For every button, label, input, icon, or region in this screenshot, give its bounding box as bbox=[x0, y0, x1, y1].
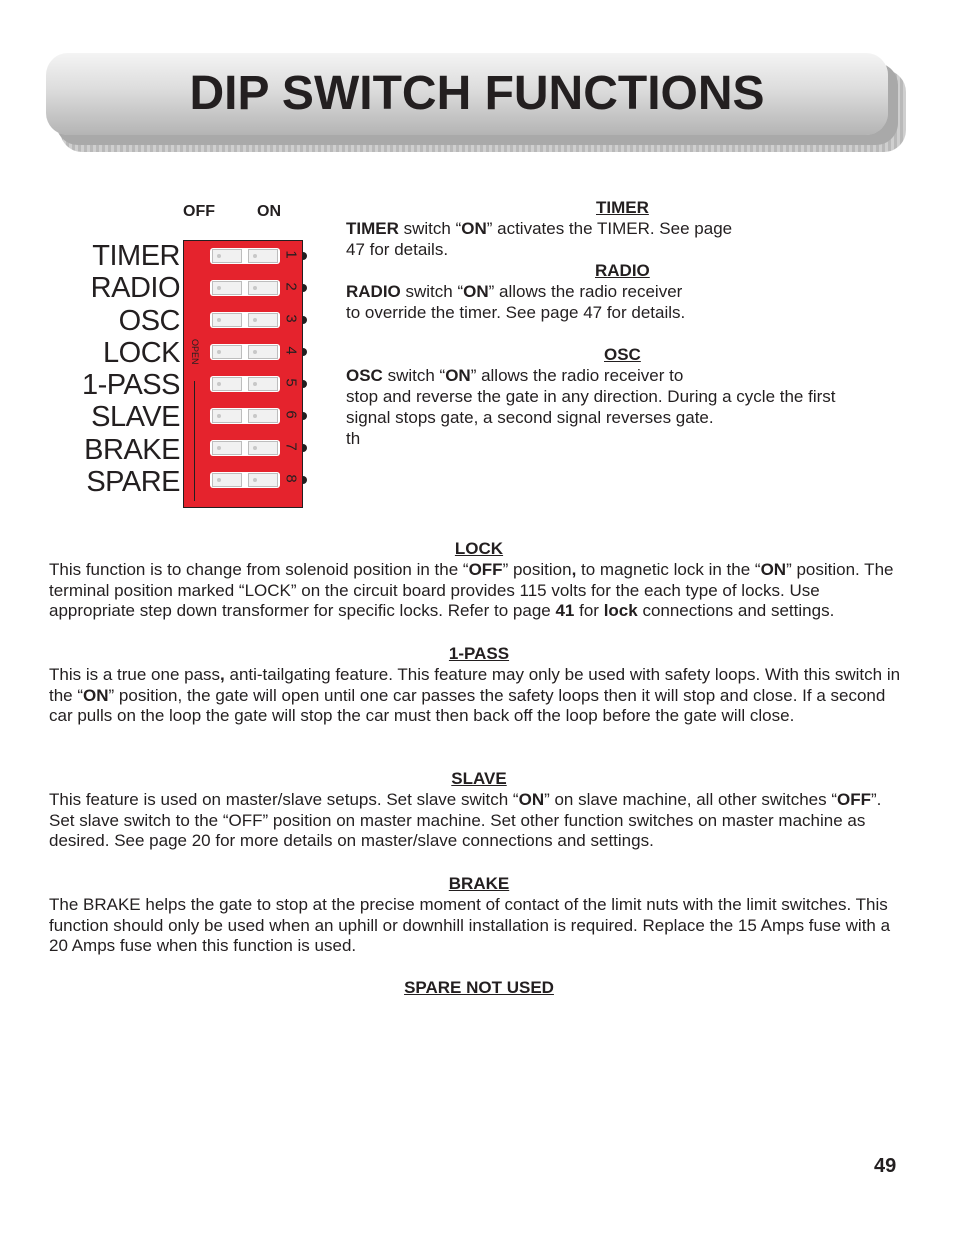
switch-knob bbox=[212, 377, 242, 391]
timer-text-part: switch “ bbox=[398, 219, 462, 238]
switch-number-4: 4 bbox=[282, 346, 300, 355]
timer-heading: TIMER bbox=[596, 198, 649, 217]
slave-text-part: This feature is used on master/slave setups. Set slave switch “ bbox=[49, 789, 519, 809]
radio-text bbox=[346, 281, 902, 302]
lock-text-part: for bbox=[574, 601, 604, 621]
switch-pin bbox=[302, 444, 307, 452]
slave-on: ON bbox=[518, 789, 545, 809]
one-pass-text-part: ” position, the gate will open until one car passes the safety loops then it will stop and close. If a second car pulls on the loop the gate will stop the car must then back off the loop before the gate will close. bbox=[49, 685, 886, 726]
slave-text bbox=[49, 790, 909, 852]
lock-comma: , bbox=[571, 559, 577, 579]
switch-label-lock: LOCK bbox=[103, 336, 180, 369]
radio-bold: RADIO bbox=[346, 282, 401, 301]
switch-knob bbox=[248, 249, 278, 263]
lock-word: lock bbox=[603, 601, 638, 621]
radio-heading: RADIO bbox=[595, 261, 650, 280]
one-pass-text-part: anti-tailgating feature. This feature may only be used with safety loops. With this switch in the “ bbox=[49, 664, 901, 705]
switch-knob bbox=[212, 409, 242, 423]
radio-text-part: switch “ bbox=[400, 282, 464, 301]
lock-text-part: ” position bbox=[502, 559, 572, 579]
switch-pin bbox=[302, 284, 307, 292]
open-indicator-line bbox=[194, 381, 195, 501]
dip-switch-4[interactable] bbox=[210, 344, 280, 360]
switch-pin bbox=[302, 252, 307, 260]
osc-text-part: switch “ bbox=[382, 366, 446, 385]
dip-switch-6[interactable] bbox=[210, 408, 280, 424]
one-pass-comma: , bbox=[220, 664, 225, 684]
switch-number-6: 6 bbox=[282, 410, 300, 419]
switch-pin bbox=[302, 316, 307, 324]
spare-heading: SPARE NOT USED bbox=[404, 978, 554, 997]
slave-off: OFF bbox=[837, 789, 871, 809]
switch-pin bbox=[302, 412, 307, 420]
page-title: DIP SWITCH FUNCTIONS bbox=[189, 67, 765, 120]
radio-section bbox=[346, 260, 902, 323]
switch-label-timer: TIMER bbox=[92, 240, 180, 272]
lock-text bbox=[49, 560, 909, 622]
radio-text-part: ” allows the radio receiver bbox=[488, 282, 683, 301]
off-column-label: OFF bbox=[183, 203, 215, 220]
lock-section bbox=[49, 539, 909, 622]
switch-number-5: 5 bbox=[282, 378, 300, 387]
osc-section bbox=[346, 344, 902, 449]
radio-on: ON bbox=[463, 282, 489, 301]
switch-number-3: 3 bbox=[282, 314, 300, 323]
open-label: OPEN bbox=[190, 339, 200, 365]
osc-bold: OSC bbox=[346, 366, 383, 385]
timer-bold: TIMER bbox=[346, 219, 399, 238]
brake-section bbox=[49, 874, 909, 957]
switch-knob bbox=[212, 313, 242, 327]
switch-knob bbox=[248, 281, 278, 295]
switch-label-1-pass: 1-PASS bbox=[81, 369, 180, 402]
spare-section bbox=[49, 978, 909, 999]
switch-label-osc: OSC bbox=[118, 304, 180, 337]
switch-label-spare: SPARE bbox=[86, 466, 180, 499]
dip-switch-8[interactable] bbox=[210, 472, 280, 488]
lock-on: ON bbox=[760, 559, 787, 579]
switch-knob bbox=[248, 377, 278, 391]
switch-knob bbox=[212, 249, 242, 263]
switch-label-brake: BRAKE bbox=[84, 433, 180, 466]
switch-knob bbox=[212, 345, 242, 359]
switch-number-2: 2 bbox=[282, 282, 300, 291]
lock-off: OFF bbox=[468, 559, 503, 579]
osc-text bbox=[346, 365, 902, 386]
one-pass-on: ON bbox=[83, 685, 109, 705]
page-number: 49 bbox=[874, 1155, 897, 1177]
osc-text-line4: th bbox=[346, 429, 361, 448]
lock-text-part: connections and settings. bbox=[637, 601, 835, 621]
switch-number-1: 1 bbox=[282, 250, 300, 259]
switch-label-slave: SLAVE bbox=[91, 401, 180, 434]
lock-page-ref: 41 bbox=[555, 601, 575, 621]
switch-number-8: 8 bbox=[282, 474, 300, 483]
timer-on: ON bbox=[461, 219, 487, 238]
dip-switch-5[interactable] bbox=[210, 376, 280, 392]
switch-knob bbox=[212, 473, 242, 487]
switch-number-7: 7 bbox=[282, 442, 300, 451]
timer-text-part: ” activates the TIMER. See page bbox=[486, 219, 733, 238]
one-pass-heading: 1-PASS bbox=[448, 644, 510, 663]
dip-switch-2[interactable] bbox=[210, 280, 280, 296]
dip-switch-7[interactable] bbox=[210, 440, 280, 456]
brake-heading: BRAKE bbox=[448, 874, 510, 893]
osc-text-part: ” allows the radio receiver to bbox=[470, 366, 684, 385]
brake-text: The BRAKE helps the gate to stop at the precise moment of contact of the limit nuts with the limit switches. This function should only be used when an uphill or downhill installation is required. Replace the 15 Amps fuse with a 20 Amps fuse when this function is used. bbox=[49, 894, 891, 956]
slave-heading: SLAVE bbox=[451, 769, 507, 788]
lock-text-part: ” position. The terminal position marked “LOCK” on the circuit board provides 115 volts for the each type of locks. Use appropriate step down transformer for specific locks. Refer to page bbox=[49, 559, 894, 621]
switch-knob bbox=[248, 441, 278, 455]
dip-switch-block bbox=[183, 240, 303, 508]
switch-pin bbox=[302, 380, 307, 388]
switch-pin bbox=[302, 348, 307, 356]
switch-pin bbox=[302, 476, 307, 484]
osc-text-line3: signal stops gate, a second signal reverses gate. bbox=[346, 408, 714, 427]
switch-knob bbox=[248, 473, 278, 487]
slave-section bbox=[49, 769, 909, 852]
osc-heading: OSC bbox=[604, 345, 641, 364]
switch-knob bbox=[212, 281, 242, 295]
timer-section bbox=[346, 197, 902, 260]
switch-knob bbox=[248, 409, 278, 423]
timer-text bbox=[346, 218, 902, 239]
one-pass-section bbox=[49, 644, 909, 727]
switch-label-radio: RADIO bbox=[90, 272, 180, 305]
one-pass-text-part: This is a true one pass bbox=[49, 664, 221, 684]
dip-switch-3[interactable] bbox=[210, 312, 280, 328]
dip-switch-1[interactable] bbox=[210, 248, 280, 264]
on-column-label: ON bbox=[257, 203, 281, 220]
lock-text-part: to magnetic lock in the “ bbox=[576, 559, 761, 579]
radio-text-line2: to override the timer. See page 47 for details. bbox=[346, 303, 686, 322]
lock-text-part: This function is to change from solenoid position in the “ bbox=[49, 559, 469, 579]
switch-function-labels bbox=[60, 240, 180, 498]
slave-text-part: ”. Set slave switch to the “OFF” position on master machine. Set other function switches on master machine as desired. See page 20 for more details on master/slave connections and settings. bbox=[49, 789, 882, 851]
one-pass-text bbox=[49, 665, 909, 727]
lock-heading: LOCK bbox=[454, 539, 504, 558]
timer-text-line2: 47 for details. bbox=[346, 240, 449, 259]
switch-knob bbox=[212, 441, 242, 455]
osc-text-line2: stop and reverse the gate in any direction. During a cycle the first bbox=[346, 387, 836, 406]
switch-knob bbox=[248, 313, 278, 327]
osc-on: ON bbox=[445, 366, 471, 385]
slave-text-part: ” on slave machine, all other switches “ bbox=[544, 789, 837, 809]
switch-knob bbox=[248, 345, 278, 359]
